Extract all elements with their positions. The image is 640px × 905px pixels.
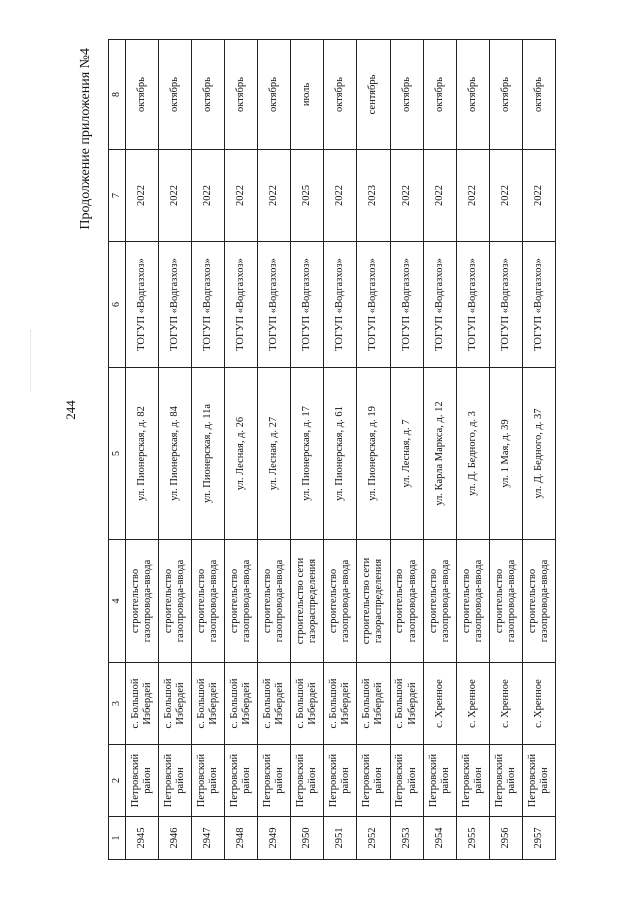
- year-cell: 2022: [324, 150, 357, 242]
- settlement-cell: с. Хренное: [423, 663, 456, 745]
- district-cell: Петровский район: [357, 745, 390, 817]
- table-row: [456, 40, 489, 860]
- column-header: 5: [109, 368, 126, 540]
- district-cell: Петровский район: [456, 745, 489, 817]
- address-cell: ул. Лесная, д. 27: [258, 368, 291, 540]
- table-row: [390, 40, 423, 860]
- year-cell: 2022: [423, 150, 456, 242]
- year-cell: 2022: [192, 150, 225, 242]
- month-cell: октябрь: [258, 40, 291, 150]
- address-cell: ул. 1 Мая, д. 39: [489, 368, 522, 540]
- contractor-cell: ТОГУП «Водгазхоз»: [159, 242, 192, 368]
- year-cell: 2023: [357, 150, 390, 242]
- address-cell: ул. Д. Бедного, д. 37: [522, 368, 555, 540]
- row-number-cell: 2948: [225, 817, 258, 860]
- district-cell: Петровский район: [390, 745, 423, 817]
- district-cell: Петровский район: [159, 745, 192, 817]
- month-cell: октябрь: [225, 40, 258, 150]
- row-number-cell: 2945: [126, 817, 159, 860]
- month-cell: октябрь: [522, 40, 555, 150]
- month-cell: октябрь: [192, 40, 225, 150]
- table-header-row: [109, 40, 126, 860]
- table-body: [126, 40, 556, 860]
- contractor-cell: ТОГУП «Водгазхоз»: [489, 242, 522, 368]
- column-header: 4: [109, 540, 126, 663]
- address-cell: ул. Пионерская, д. 82: [126, 368, 159, 540]
- settlement-cell: с. Хренное: [489, 663, 522, 745]
- row-number-cell: 2950: [291, 817, 324, 860]
- page-number: [56, 380, 86, 440]
- column-header: 1: [109, 817, 126, 860]
- table-row: [522, 40, 555, 860]
- row-number-cell: 2952: [357, 817, 390, 860]
- row-number-cell: 2955: [456, 817, 489, 860]
- work-type-cell: строительство газопровода-ввода: [192, 540, 225, 663]
- work-type-cell: строительство газопровода-ввода: [258, 540, 291, 663]
- settlement-cell: с. Большой Избердей: [258, 663, 291, 745]
- row-number-cell: 2949: [258, 817, 291, 860]
- row-number-cell: 2957: [522, 817, 555, 860]
- month-cell: октябрь: [390, 40, 423, 150]
- month-cell: октябрь: [489, 40, 522, 150]
- contractor-cell: ТОГУП «Водгазхоз»: [390, 242, 423, 368]
- year-cell: 2022: [390, 150, 423, 242]
- row-number-cell: 2946: [159, 817, 192, 860]
- address-cell: ул. Пионерская, д. 61: [324, 368, 357, 540]
- year-cell: 2022: [225, 150, 258, 242]
- settlement-cell: с. Большой Избердей: [291, 663, 324, 745]
- work-type-cell: строительство газопровода-ввода: [489, 540, 522, 663]
- settlement-cell: с. Большой Избердей: [192, 663, 225, 745]
- contractor-cell: ТОГУП «Водгазхоз»: [192, 242, 225, 368]
- contractor-cell: ТОГУП «Водгазхоз»: [324, 242, 357, 368]
- settlement-cell: с. Большой Избердей: [225, 663, 258, 745]
- month-cell: октябрь: [159, 40, 192, 150]
- work-type-cell: строительство сети газораспределения: [291, 540, 324, 663]
- month-cell: октябрь: [324, 40, 357, 150]
- address-cell: ул. Пионерская, д. 17: [291, 368, 324, 540]
- table-row: [357, 40, 390, 860]
- settlement-cell: с. Хренное: [456, 663, 489, 745]
- contractor-cell: ТОГУП «Водгазхоз»: [357, 242, 390, 368]
- settlement-cell: с. Большой Избердей: [357, 663, 390, 745]
- address-cell: ул. Лесная, д. 26: [225, 368, 258, 540]
- address-cell: ул. Пионерская, д. 11а: [192, 368, 225, 540]
- work-type-cell: строительство газопровода-ввода: [423, 540, 456, 663]
- district-cell: Петровский район: [126, 745, 159, 817]
- gasification-table: [108, 39, 556, 860]
- table-row: [159, 40, 192, 860]
- contractor-cell: ТОГУП «Водгазхоз»: [423, 242, 456, 368]
- work-type-cell: строительство газопровода-ввода: [159, 540, 192, 663]
- district-cell: Петровский район: [423, 745, 456, 817]
- district-cell: Петровский район: [522, 745, 555, 817]
- month-cell: октябрь: [456, 40, 489, 150]
- contractor-cell: ТОГУП «Водгазхоз»: [456, 242, 489, 368]
- year-cell: 2022: [258, 150, 291, 242]
- table-row: [291, 40, 324, 860]
- column-header: 6: [109, 242, 126, 368]
- year-cell: 2022: [159, 150, 192, 242]
- settlement-cell: с. Большой Избердей: [126, 663, 159, 745]
- row-number-cell: 2954: [423, 817, 456, 860]
- row-number-cell: 2953: [390, 817, 423, 860]
- district-cell: Петровский район: [258, 745, 291, 817]
- rotated-table-container: [78, 40, 556, 860]
- year-cell: 2022: [456, 150, 489, 242]
- settlement-cell: с. Хренное: [522, 663, 555, 745]
- work-type-cell: строительство газопровода-ввода: [390, 540, 423, 663]
- scan-artifact: [30, 330, 37, 392]
- month-cell: октябрь: [126, 40, 159, 150]
- contractor-cell: ТОГУП «Водгазхоз»: [225, 242, 258, 368]
- row-number-cell: 2951: [324, 817, 357, 860]
- district-cell: Петровский район: [489, 745, 522, 817]
- address-cell: ул. Пионерская, д. 84: [159, 368, 192, 540]
- column-header: 7: [109, 150, 126, 242]
- district-cell: Петровский район: [291, 745, 324, 817]
- address-cell: ул. Карла Маркса, д. 12: [423, 368, 456, 540]
- month-cell: июль: [291, 40, 324, 150]
- work-type-cell: строительство газопровода-ввода: [522, 540, 555, 663]
- year-cell: 2025: [291, 150, 324, 242]
- work-type-cell: строительство газопровода-ввода: [324, 540, 357, 663]
- column-header: 3: [109, 663, 126, 745]
- appendix-caption: Продолжение приложения №4: [78, 48, 93, 230]
- contractor-cell: ТОГУП «Водгазхоз»: [522, 242, 555, 368]
- district-cell: Петровский район: [324, 745, 357, 817]
- column-header: 2: [109, 745, 126, 817]
- year-cell: 2022: [126, 150, 159, 242]
- contractor-cell: ТОГУП «Водгазхоз»: [258, 242, 291, 368]
- work-type-cell: строительство газопровода-ввода: [225, 540, 258, 663]
- contractor-cell: ТОГУП «Водгазхоз»: [126, 242, 159, 368]
- work-type-cell: строительство газопровода-ввода: [456, 540, 489, 663]
- column-header: 8: [109, 40, 126, 150]
- work-type-cell: строительство сети газораспределения: [357, 540, 390, 663]
- address-cell: ул. Д. Бедного, д. 3: [456, 368, 489, 540]
- table-row: [126, 40, 159, 860]
- table-row: [225, 40, 258, 860]
- row-number-cell: 2947: [192, 817, 225, 860]
- table-row: [192, 40, 225, 860]
- address-cell: ул. Лесная, д. 7: [390, 368, 423, 540]
- contractor-cell: ТОГУП «Водгазхоз»: [291, 242, 324, 368]
- address-cell: ул. Пионерская, д. 19: [357, 368, 390, 540]
- row-number-cell: 2956: [489, 817, 522, 860]
- table-row: [258, 40, 291, 860]
- table-row: [324, 40, 357, 860]
- year-cell: 2022: [489, 150, 522, 242]
- table-row: [423, 40, 456, 860]
- work-type-cell: строительство газопровода-ввода: [126, 540, 159, 663]
- settlement-cell: с. Большой Избердей: [159, 663, 192, 745]
- month-cell: сентябрь: [357, 40, 390, 150]
- page-number-text: 244: [63, 400, 78, 420]
- month-cell: октябрь: [423, 40, 456, 150]
- district-cell: Петровский район: [192, 745, 225, 817]
- settlement-cell: с. Большой Избердей: [324, 663, 357, 745]
- year-cell: 2022: [522, 150, 555, 242]
- settlement-cell: с. Большой Избердей: [390, 663, 423, 745]
- table-row: [489, 40, 522, 860]
- district-cell: Петровский район: [225, 745, 258, 817]
